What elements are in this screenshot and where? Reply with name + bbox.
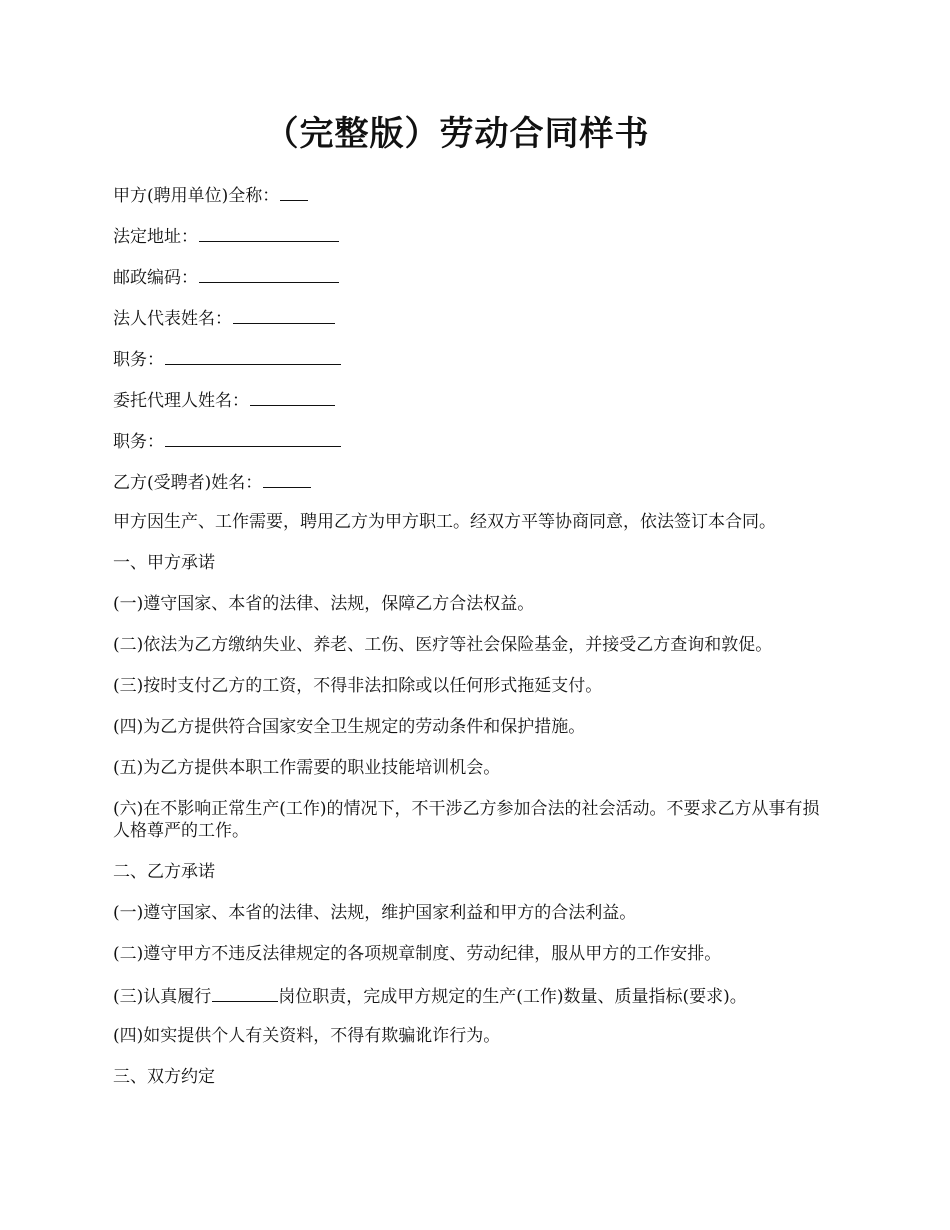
position-blank-1[interactable] — [165, 347, 341, 365]
section-2-item-3-prefix: (三)认真履行 — [113, 987, 212, 1007]
section-1-item-2: (二)依法为乙方缴纳失业、养老、工伤、医疗等社会保险基金，并接受乙方查询和敦促。 — [113, 635, 773, 655]
legal-address-label: 法定地址： — [113, 227, 198, 247]
agent-blank[interactable] — [250, 388, 335, 406]
legal-address-blank[interactable] — [199, 224, 339, 242]
section-1-item-5: (五)为乙方提供本职工作需要的职业技能培训机会。 — [113, 758, 501, 778]
legal-rep-field — [113, 306, 335, 330]
section-1-item-1: (一)遵守国家、本省的法律、法规，保障乙方合法权益。 — [113, 594, 535, 614]
party-a-name-field — [113, 183, 308, 207]
party-a-name-blank[interactable] — [280, 183, 308, 201]
position-field-2 — [113, 429, 341, 453]
section-2-heading: 二、乙方承诺 — [113, 862, 215, 882]
postal-code-label: 邮政编码： — [113, 268, 198, 288]
section-3-heading: 三、双方约定 — [113, 1067, 215, 1087]
agent-label: 委托代理人姓名： — [113, 391, 249, 411]
party-b-name-field — [113, 470, 311, 494]
postal-code-blank[interactable] — [199, 265, 339, 283]
position-field-1 — [113, 347, 341, 371]
agent-field — [113, 388, 335, 412]
section-2-item-1: (一)遵守国家、本省的法律、法规，维护国家利益和甲方的合法利益。 — [113, 903, 637, 923]
position-blank-2[interactable] — [165, 429, 341, 447]
party-b-name-blank[interactable] — [263, 470, 311, 488]
section-1-heading: 一、甲方承诺 — [113, 553, 215, 573]
legal-rep-blank[interactable] — [233, 306, 335, 324]
position-label-1: 职务： — [113, 350, 164, 370]
section-2-item-3 — [113, 984, 747, 1008]
section-1-item-3: (三)按时支付乙方的工资，不得非法扣除或以任何形式拖延支付。 — [113, 676, 603, 696]
position-label-2: 职务： — [113, 432, 164, 452]
party-b-name-label: 乙方(受聘者)姓名： — [113, 473, 263, 493]
intro-paragraph: 甲方因生产、工作需要，聘用乙方为甲方职工。经双方平等协商同意，依法签订本合同。 — [113, 512, 776, 532]
legal-address-field — [113, 224, 339, 248]
section-1-item-6: (六)在不影响正常生产(工作)的情况下，不干涉乙方参加合法的社会活动。不要求乙方从事有损人格尊严的工作。 — [113, 799, 820, 841]
section-2-item-3-suffix: 岗位职责，完成甲方规定的生产(工作)数量、质量指标(要求)。 — [278, 987, 747, 1007]
job-post-blank[interactable] — [212, 984, 278, 1002]
section-1-item-4: (四)为乙方提供符合国家安全卫生规定的劳动条件和保护措施。 — [113, 717, 586, 737]
party-a-name-label: 甲方(聘用单位)全称： — [113, 186, 280, 206]
legal-rep-label: 法人代表姓名： — [113, 309, 232, 329]
section-2-item-2: (二)遵守甲方不违反法律规定的各项规章制度、劳动纪律，服从甲方的工作安排。 — [113, 944, 722, 964]
postal-code-field — [113, 265, 339, 289]
document-title: （完整版）劳动合同样书 — [264, 114, 650, 154]
section-2-item-4: (四)如实提供个人有关资料，不得有欺骗讹诈行为。 — [113, 1026, 501, 1046]
